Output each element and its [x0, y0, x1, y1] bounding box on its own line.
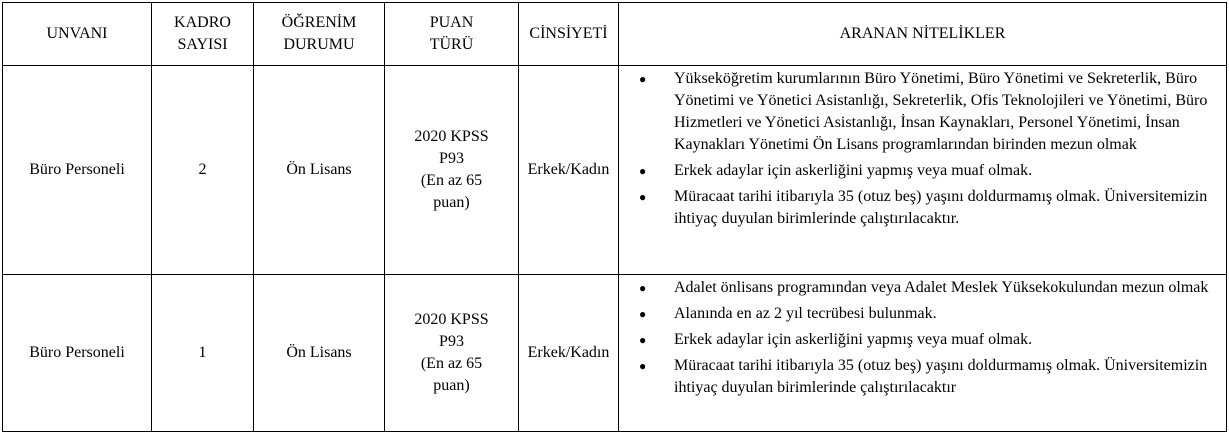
puan-line: 2020 KPSS — [414, 128, 489, 145]
list-item — [639, 68, 1218, 156]
cell-kadro: 1 — [152, 275, 254, 432]
cell-nitelikler — [619, 275, 1227, 432]
header-ogrenim-line: DURUMU — [283, 36, 355, 53]
header-cinsiyet: CİNSİYETİ — [519, 3, 619, 66]
header-kadro-line: SAYISI — [177, 36, 228, 53]
cell-nitelikler — [619, 66, 1227, 275]
list-item — [639, 303, 1218, 325]
header-row — [3, 3, 1227, 66]
list-item — [639, 355, 1218, 399]
list-item — [639, 160, 1218, 182]
requirement-text: Yükseköğretim kurumlarının Büro Yönetimi, Büro Yönetimi ve Sekreterlik, Büro Yönetimi ve Yönetici Asistanlığı, Sekreterlik, Ofis Teknolojileri ve Yönetimi, Büro Hizmetleri ve Yönetici Asistanlığı, İnsan Kaynakları, Personel Yönetimi, İnsan Kaynakları Yönetimi Ön Lisans programlarından birinden mezun olmak — [674, 70, 1208, 153]
cell-kadro: 2 — [152, 66, 254, 275]
bullet-icon: ● — [639, 164, 647, 178]
cell-puan — [385, 66, 519, 275]
table-row — [3, 66, 1227, 275]
cell-unvan: Büro Personeli — [3, 66, 152, 275]
cell-ogrenim: Ön Lisans — [254, 66, 385, 275]
header-puan-line: TÜRÜ — [429, 36, 474, 53]
bullet-icon: ● — [639, 281, 647, 295]
header-ogrenim — [254, 3, 385, 66]
cell-unvan: Büro Personeli — [3, 275, 152, 432]
header-puan — [385, 3, 519, 66]
requirements-list — [639, 277, 1218, 399]
puan-line: P93 — [439, 333, 464, 350]
requirements-list — [639, 68, 1218, 230]
requirement-text: Erkek adaylar için askerliğini yapmış veya muaf olmak. — [674, 331, 1033, 348]
cell-ogrenim: Ön Lisans — [254, 275, 385, 432]
bullet-icon: ● — [639, 333, 647, 347]
puan-line: P93 — [439, 150, 464, 167]
bullet-icon: ● — [639, 190, 647, 204]
puan-line: 2020 KPSS — [414, 311, 489, 328]
bullet-icon: ● — [639, 359, 647, 373]
cell-cinsiyet: Erkek/Kadın — [519, 66, 619, 275]
puan-line: (En az 65 — [420, 172, 483, 189]
cell-puan — [385, 275, 519, 432]
list-item — [639, 277, 1218, 299]
requirement-text: Alanında en az 2 yıl tecrübesi bulunmak. — [674, 305, 937, 322]
list-item — [639, 186, 1218, 230]
puan-line: (En az 65 — [420, 355, 483, 372]
positions-table — [2, 2, 1227, 432]
puan-line: puan) — [433, 377, 470, 394]
header-unvan: UNVANI — [3, 3, 152, 66]
requirement-text: Adalet önlisans programından veya Adalet Meslek Yüksekokulundan mezun olmak — [674, 279, 1209, 296]
header-ogrenim-line: ÖĞRENİM — [281, 14, 357, 31]
requirement-text: Müracaat tarihi itibarıyla 35 (otuz beş) yaşını doldurmamış olmak. Üniversitemizin ihtiyaç duyulan birimlerinde çalıştırılacaktır — [674, 357, 1208, 396]
requirement-text: Erkek adaylar için askerliğini yapmış veya muaf olmak. — [674, 162, 1033, 179]
table-row — [3, 275, 1227, 432]
bullet-icon: ● — [639, 307, 647, 321]
puan-line: puan) — [433, 194, 470, 211]
requirement-text: Müracaat tarihi itibarıyla 35 (otuz beş) yaşını doldurmamış olmak. Üniversitemizin ihtiyaç duyulan birimlerinde çalıştırılacaktır. — [674, 188, 1208, 227]
cell-cinsiyet: Erkek/Kadın — [519, 275, 619, 432]
list-item — [639, 329, 1218, 351]
header-nitelikler: ARANAN NİTELİKLER — [619, 3, 1227, 66]
header-kadro-line: KADRO — [174, 14, 231, 31]
header-kadro — [152, 3, 254, 66]
bullet-icon: ● — [639, 72, 647, 86]
header-puan-line: PUAN — [429, 14, 474, 31]
